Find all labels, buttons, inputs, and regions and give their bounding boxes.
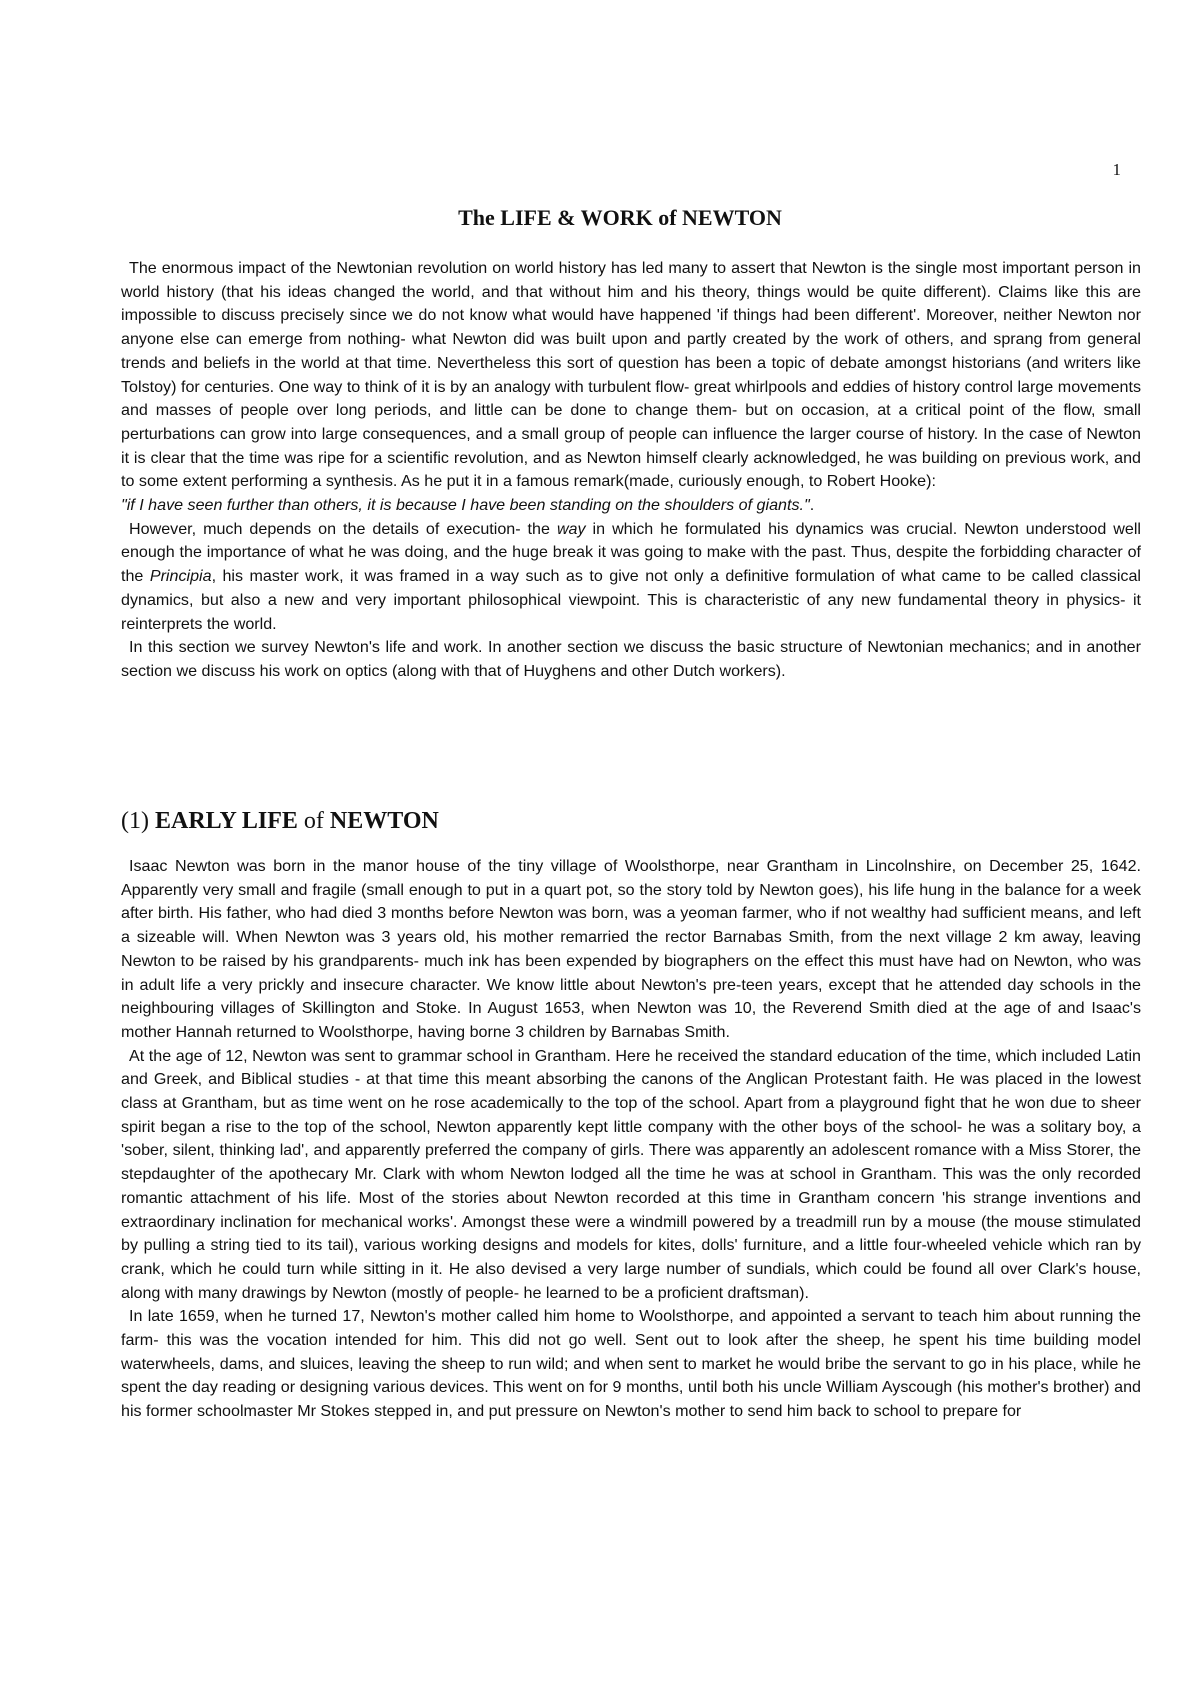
section-heading-early-life [121, 808, 439, 835]
early-life-section [121, 855, 1141, 1424]
intro-paragraph-2-text-b: in which he formulated his dynamics was crucial. Newton understood well enough the importance of what he was doing, and the huge break it was going to make with the past. Thus, despite the forbidding character of the [121, 519, 1142, 586]
intro-paragraph-2-text-c: , his master work, it was framed in a way such as to give not only a definitive formulation of what came to be called classical dynamics, but also a new and very important philosophical viewpoint. This is characteristic of any new fundamental theory in physics- it reinterprets the world. [121, 567, 1141, 633]
intro-paragraph-1-text: The enormous impact of the Newtonian revolution on world history has led many to assert that Newton is the single most important person in world history (that his ideas changed the world, and that without him and his theory, things would be quite different). Claims like this are impossible to discuss precisely since we do not know what would have happened 'if things had been different'. Moreover, neither Newton nor anyone else can emerge from nothing- what Newton did was built upon and partly created by the work of others, and sprang from general trends and beliefs in the world at that time. Nevertheless this sort of question has been a topic of debate amongst historians (and writers like Tolstoy) for centuries. One way to think of it is by an analogy with turbulent flow- great whirlpools and eddies of history control large movements and masses of people over long periods, and little can be done to change them- but on occasion, at a critical point of the flow, small perturbations can grow into large consequences, and a small group of people can influence the larger course of history. In the case of Newton it is clear that the time was ripe for a scientific revolution, and as Newton himself clearly acknowledged, he was building on previous work, and to some extent performing a synthesis. As he put it in a famous remark(made, curiously enough, to Robert Hooke): [121, 259, 1141, 491]
intro-paragraph-3: In this section we survey Newton's life and work. In another section we discuss the basic structure of Newtonian mechanics; and in another section we discuss his work on optics (along with that of Huyghens and other Dutch workers). [121, 638, 1141, 680]
early-life-paragraph-3: In late 1659, when he turned 17, Newton's mother called him home to Woolsthorpe, and appointed a servant to teach him about running the farm- this was the vocation intended for him. This did not go well. Sent out to look after the sheep, he spent his time building model waterwheels, dams, and sluices, leaving the sheep to run wild; and when sent to market he would bribe the servant to go in his place, while he spent the day reading or designing various devices. This went on for 9 months, until both his uncle William Ayscough (his mother's brother) and his former schoolmaster Mr Stokes stepped in, and put pressure on Newton's mother to send him back to school to prepare for [121, 1307, 1141, 1421]
early-life-paragraph-2: At the age of 12, Newton was sent to grammar school in Grantham. Here he received the standard education of the time, which included Latin and Greek, and Biblical studies - at that time this meant absorbing the canons of the Anglican Protestant faith. He was placed in the lowest class at Grantham, but as time went on he rose academically to the top of the school. Apart from a playground fight that he won due to sheer spirit began a rise to the top of the school, Newton apparently kept little company with the other boys of the school- he was a solitary boy, a 'sober, silent, thinking lad', and apparently preferred the company of girls. There was apparently an adolescent romance with a Miss Storer, the stepdaughter of the apothecary Mr. Clark with whom Newton lodged all the time he was at school in Grantham. This was the only recorded romantic attachment of his life. Most of the stories about Newton recorded at this time in Grantham concern 'his strange inventions and extraordinary inclination for mechanical works'. Amongst these were a windmill powered by a treadmill run by a mouse (the mouse stimulated by pulling a string tied to its tail), various working designs and models for kites, dolls' furniture, and a little four-wheeled vehicle which ran by crank, which he could turn while sitting in it. He also devised a very large number of sundials, which could be found all over Clark's house, along with many drawings by Newton (mostly of people- he learned to be a proficient draftsman). [121, 1046, 1141, 1302]
emphasis-way: way [556, 519, 586, 538]
section-heading-of: of [303, 808, 324, 834]
intro-paragraph-2 [121, 518, 1141, 637]
intro-paragraph-2-text-a: However, much depends on the details of execution- the [129, 519, 557, 538]
quote-end-punctuation: . [809, 496, 815, 515]
document-title: The LIFE & WORK of NEWTON [458, 205, 782, 230]
early-life-paragraph-1: Isaac Newton was born in the manor house of the tiny village of Woolsthorpe, near Grantham in Lincolnshire, on December 25, 1642. Apparently very small and fragile (small enough to put in a quart pot, so the story told by Newton goes), his life hung in the balance for a week after birth. His father, who had died 3 months before Newton was born, was a yeoman farmer, who if not wealthy had sufficient means, and left a sizeable will. When Newton was 3 years old, his mother remarried the rector Barnabas Smith, from the next village 2 km away, leaving Newton to be raised by his grandparents- much ink has been expended by biographers on the effect this must have had on Newton, who was in adult life a very prickly and insecure character. We know little about Newton's pre-teen years, except that he attended day schools in the neighbouring villages of Skillington and Stoke. In August 1653, when Newton was 10, the Reverend Smith died at the age of and Isaac's mother Hannah returned to Woolsthorpe, having borne 3 children by Barnabas Smith. [121, 857, 1141, 1041]
section-heading-name: NEWTON [329, 808, 439, 834]
emphasis-principia: Principia [149, 567, 212, 586]
intro-section [121, 257, 1141, 684]
section-number: (1) [121, 808, 149, 834]
section-heading-label: EARLY LIFE [154, 808, 298, 834]
page-number: 1 [1112, 160, 1121, 179]
newton-quote: "if I have seen further than others, it is because I have been standing on the shoulders of giants." [121, 496, 810, 515]
intro-paragraph-1 [121, 257, 1141, 518]
